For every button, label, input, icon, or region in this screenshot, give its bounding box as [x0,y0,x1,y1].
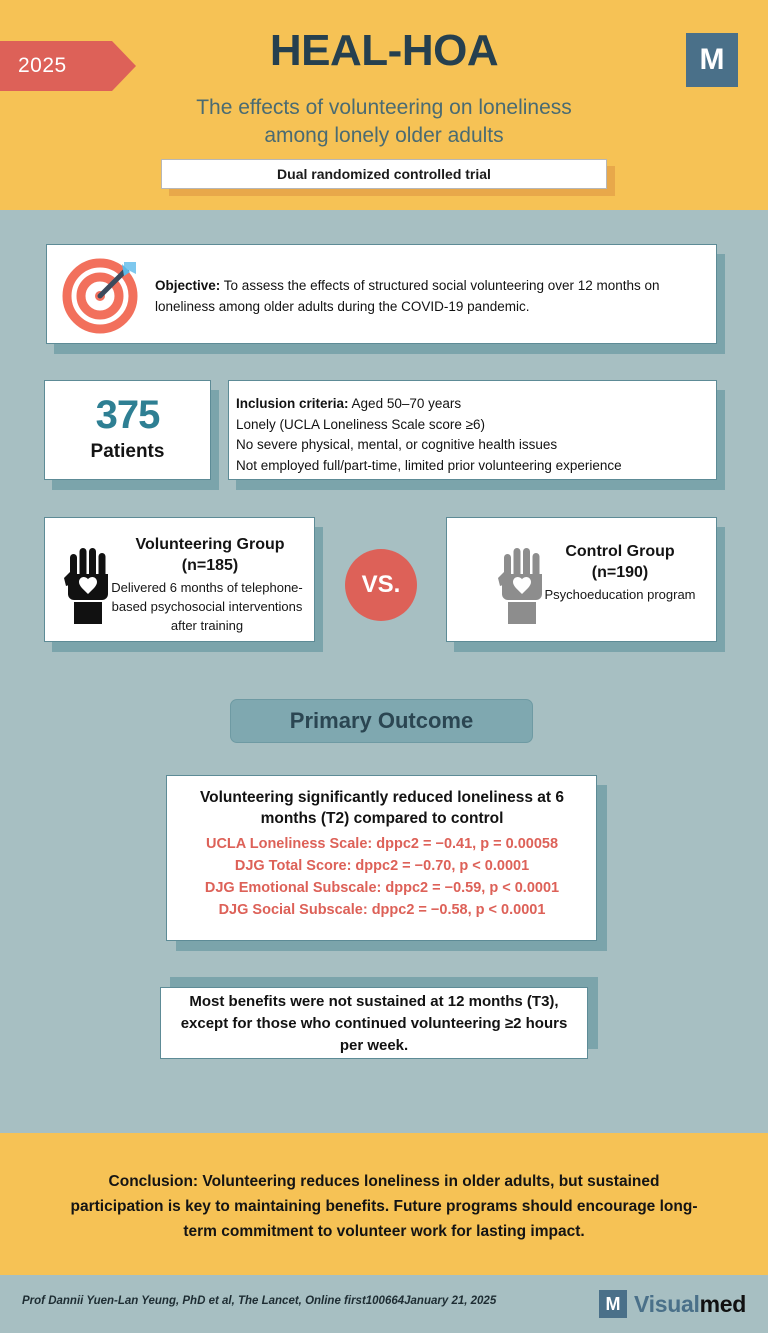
brand-name-med: med [699,1290,746,1317]
objective-text [155,275,700,317]
patients-count: 375 [95,393,160,437]
inclusion-item-0: Aged 50–70 years [351,396,462,411]
trial-type-banner [161,159,607,189]
page-title: HEAL-HOA [269,26,499,75]
inclusion-item-1: Lonely (UCLA Loneliness Scale score ≥6) [236,416,486,432]
footer-band [0,1275,768,1333]
visualmed-logo-mark-top: M [686,33,738,87]
target-dartboard-icon [62,254,142,334]
objective-label: Objective: [155,278,221,293]
results-statistics-list [172,833,592,921]
result-stat-1: DJG Total Score: dppc2 = −0.70, p < 0.0001 [234,858,530,874]
header-band [0,0,768,210]
results-headline: Volunteering significantly reduced loneliness at 6 months (T2) compared to control [199,789,565,827]
control-group-n: (n=190) [591,564,649,581]
brand-name-visual: Visual [634,1290,700,1317]
inclusion-first-line [236,394,712,415]
versus-badge: VS. [345,549,417,621]
inclusion-item-2: No severe physical, mental, or cognitive health issues [236,437,558,452]
volunteering-group-description: Delivered 6 months of telephone-based psychosocial interventions after training [111,580,303,633]
visualmed-logo-mark-footer: M [599,1290,627,1318]
control-group-description: Psychoeducation program [544,587,696,602]
sustained-note-text: Most benefits were not sustained at 12 months (T3), except for those who continued volunteering ≥2 hours per week. [180,993,568,1054]
conclusion-body: Volunteering reduces loneliness in older adults, but sustained participation is key to maintaining benefits. Future programs should encourage long-term commitment to volunteer work for lasting impact. [70,1173,698,1240]
subtitle-line-1: The effects of volunteering on loneliness [196,96,572,119]
volunteering-group-title [110,534,310,576]
objective-body: To assess the effects of structured social volunteering over 12 months on loneliness among older adults during the COVID-19 pandemic. [155,278,660,314]
conclusion-text [62,1169,706,1244]
patients-label: Patients [90,441,165,462]
control-group-name: Control Group [565,543,675,560]
primary-outcome-section-label: Primary Outcome [230,699,533,743]
visualmed-brand-name [634,1291,746,1318]
subtitle-line-2: among lonely older adults [264,124,504,147]
volunteering-group-n: (n=185) [181,557,239,574]
volunteering-group-name: Volunteering Group [135,536,285,553]
result-stat-0: UCLA Loneliness Scale: dppc2 = −0.41, p = 0.00058 [205,836,559,852]
inclusion-label: Inclusion criteria: [236,396,349,411]
control-group-title [530,541,710,583]
result-stat-2: DJG Emotional Subscale: dppc2 = −0.59, p < 0.0001 [204,880,560,896]
year-badge: 2025 [0,41,112,91]
conclusion-label: Conclusion: [108,1173,199,1190]
result-stat-3: DJG Social Subscale: dppc2 = −0.58, p < 0.0001 [218,902,546,918]
conclusion-band [0,1133,768,1275]
trial-type-label: Dual randomized controlled trial [161,159,607,189]
page-subtitle [130,94,638,150]
inclusion-criteria-list [236,394,712,476]
citation-text: Prof Dannii Yuen-Lan Yeung, PhD et al, The Lancet, Online first100664January 21, 2025 [22,1295,497,1307]
visualmed-brand [599,1289,746,1319]
inclusion-item-3: Not employed full/part-time, limited prior volunteering experience [236,457,622,473]
